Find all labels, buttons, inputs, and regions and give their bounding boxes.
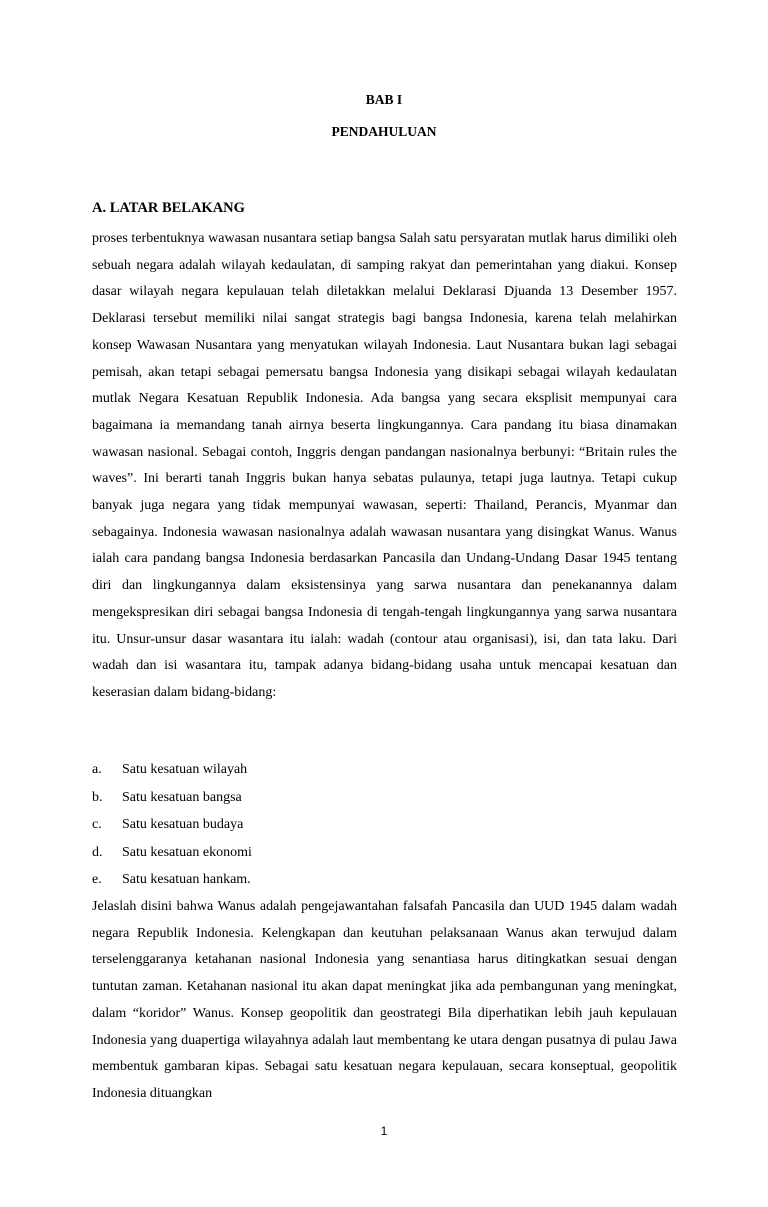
list-item <box>92 866 677 894</box>
list-item <box>92 756 677 784</box>
list-item <box>92 839 677 867</box>
section-heading: A. LATAR BELAKANG <box>92 200 245 216</box>
list-item-text: Satu kesatuan ekonomi <box>122 844 252 860</box>
list-item <box>92 784 677 812</box>
unity-list <box>92 756 677 894</box>
list-marker: a. <box>92 762 102 777</box>
paragraph-1-text: proses terbentuknya wawasan nusantara setiap bangsa Salah satu persyaratan mutlak harus dimiliki oleh sebuah negara adalah wilayah kedaulatan, di samping rakyat dan pemerintahan yang diakui. Konsep dasar wilayah negara kepulauan telah diletakkan melalui Deklarasi Djuanda 13 Desember 1957. Deklarasi tersebut memiliki nilai sangat strategis bagi bangsa Indonesia, karena telah melahirkan konsep Wawasan Nusantara yang menyatukan wilayah Indonesia. Laut Nusantara bukan lagi sebagai pemisah, akan tetapi sebagai pemersatu bangsa Indonesia yang disikapi sebagai wilayah kedaulatan mutlak Negara Kesatuan Republik Indonesia. Ada bangsa yang secara eksplisit mempunyai cara bagaimana ia memandang tanah airnya beserta lingkungannya. Cara pandang itu biasa dinamakan wawasan nasional. Sebagai contoh, Inggris dengan pandangan nasionalnya berbunyi: “Britain rules the waves”. Ini berarti tanah Inggris bukan hanya sebatas pulaunya, tetapi juga lautnya. Tetapi cukup banyak juga negara yang tidak mempunyai wawasan, seperti: Thailand, Perancis, Myanmar dan sebagainya. Indonesia wawasan nasionalnya adalah wawasan nusantara yang disingkat Wanus. Wanus ialah cara pandang bangsa Indonesia berdasarkan Pancasila dan Undang-Undang Dasar 1945 tentang diri dan lingkungannya dalam eksistensinya yang sarwa nusantara dan penekanannya dalam mengekspresikan diri sebagai bangsa Indonesia di tengah-tengah lingkungannya yang sarwa nusantara itu. Unsur-unsur dasar wasantara itu ialah: wadah (contour atau organisasi), isi, dan tata laku. Dari wadah dan isi wasantara itu, tampak adanya bidang-bidang usaha untuk mencapai kesatuan dan keserasian dalam bidang-bidang: <box>92 231 677 700</box>
page-number: 1 <box>380 1124 388 1138</box>
paragraph-2-text: Jelaslah disini bahwa Wanus adalah pengejawantahan falsafah Pancasila dan UUD 1945 dalam wadah negara Republik Indonesia. Kelengkapan dan keutuhan pelaksanaan Wanus akan terwujud dalam terselenggaranya ketahanan nasional Indonesia yang senantiasa harus ditingkatkan sesuai dengan tuntutan zaman. Ketahanan nasional itu akan dapat meningkat jika ada pembangunan yang meningkat, dalam “koridor” Wanus. Konsep geopolitik dan geostrategi Bila diperhatikan lebih jauh kepulauan Indonesia yang duapertiga wilayahnya adalah laut membentang ke utara dengan pusatnya di pulau Jawa membentuk gambaran kipas. Sebagai satu kesatuan negara kepulauan, secara konseptual, geopolitik Indonesia dituangkan <box>92 899 677 1101</box>
list-item-text: Satu kesatuan wilayah <box>122 762 248 777</box>
chapter-title: PENDAHULUAN <box>331 124 437 139</box>
list-item-text: Satu kesatuan bangsa <box>122 789 242 805</box>
list-marker: d. <box>92 844 103 860</box>
list-marker: b. <box>92 789 103 805</box>
list-item-text: Satu kesatuan budaya <box>122 817 244 832</box>
list-marker: c. <box>92 817 102 832</box>
list-item-text: Satu kesatuan hankam. <box>122 872 251 887</box>
chapter-number: BAB I <box>365 92 403 107</box>
list-item <box>92 811 677 839</box>
list-marker: e. <box>92 872 102 887</box>
paragraph-2 <box>92 894 677 1108</box>
paragraph-1 <box>92 226 677 707</box>
